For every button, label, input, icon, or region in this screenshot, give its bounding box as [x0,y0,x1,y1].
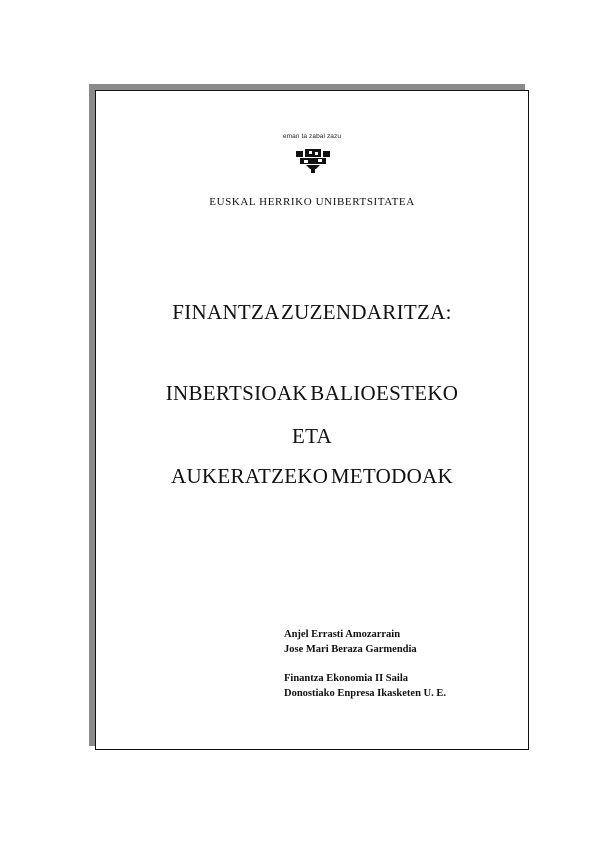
department-name: Finantza Ekonomia II Saila [284,673,408,684]
author-name: Jose Mari Beraza Garmendia [284,644,417,655]
title-line-2: INBERTSIOAK BALIOESTEKO [165,381,459,405]
school-name: Donostiako Enpresa Ikasketen U. E. [284,688,447,699]
cover-page [95,90,529,750]
title-line-4: AUKERATZEKO METODOAK [170,464,453,488]
authors-block [284,627,417,657]
university-motto: eman ta zabal zazu [282,133,342,140]
title-line-1: FINANTZA ZUZENDARITZA: [172,300,452,324]
university-name: EUSKAL HERRIKO UNIBERTSITATEA [209,196,415,208]
title-line-3: ETA [291,424,333,448]
author-name: Anjel Errasti Amozarrain [284,629,401,640]
department-block [284,671,446,701]
university-tree-logo-icon [296,149,330,173]
